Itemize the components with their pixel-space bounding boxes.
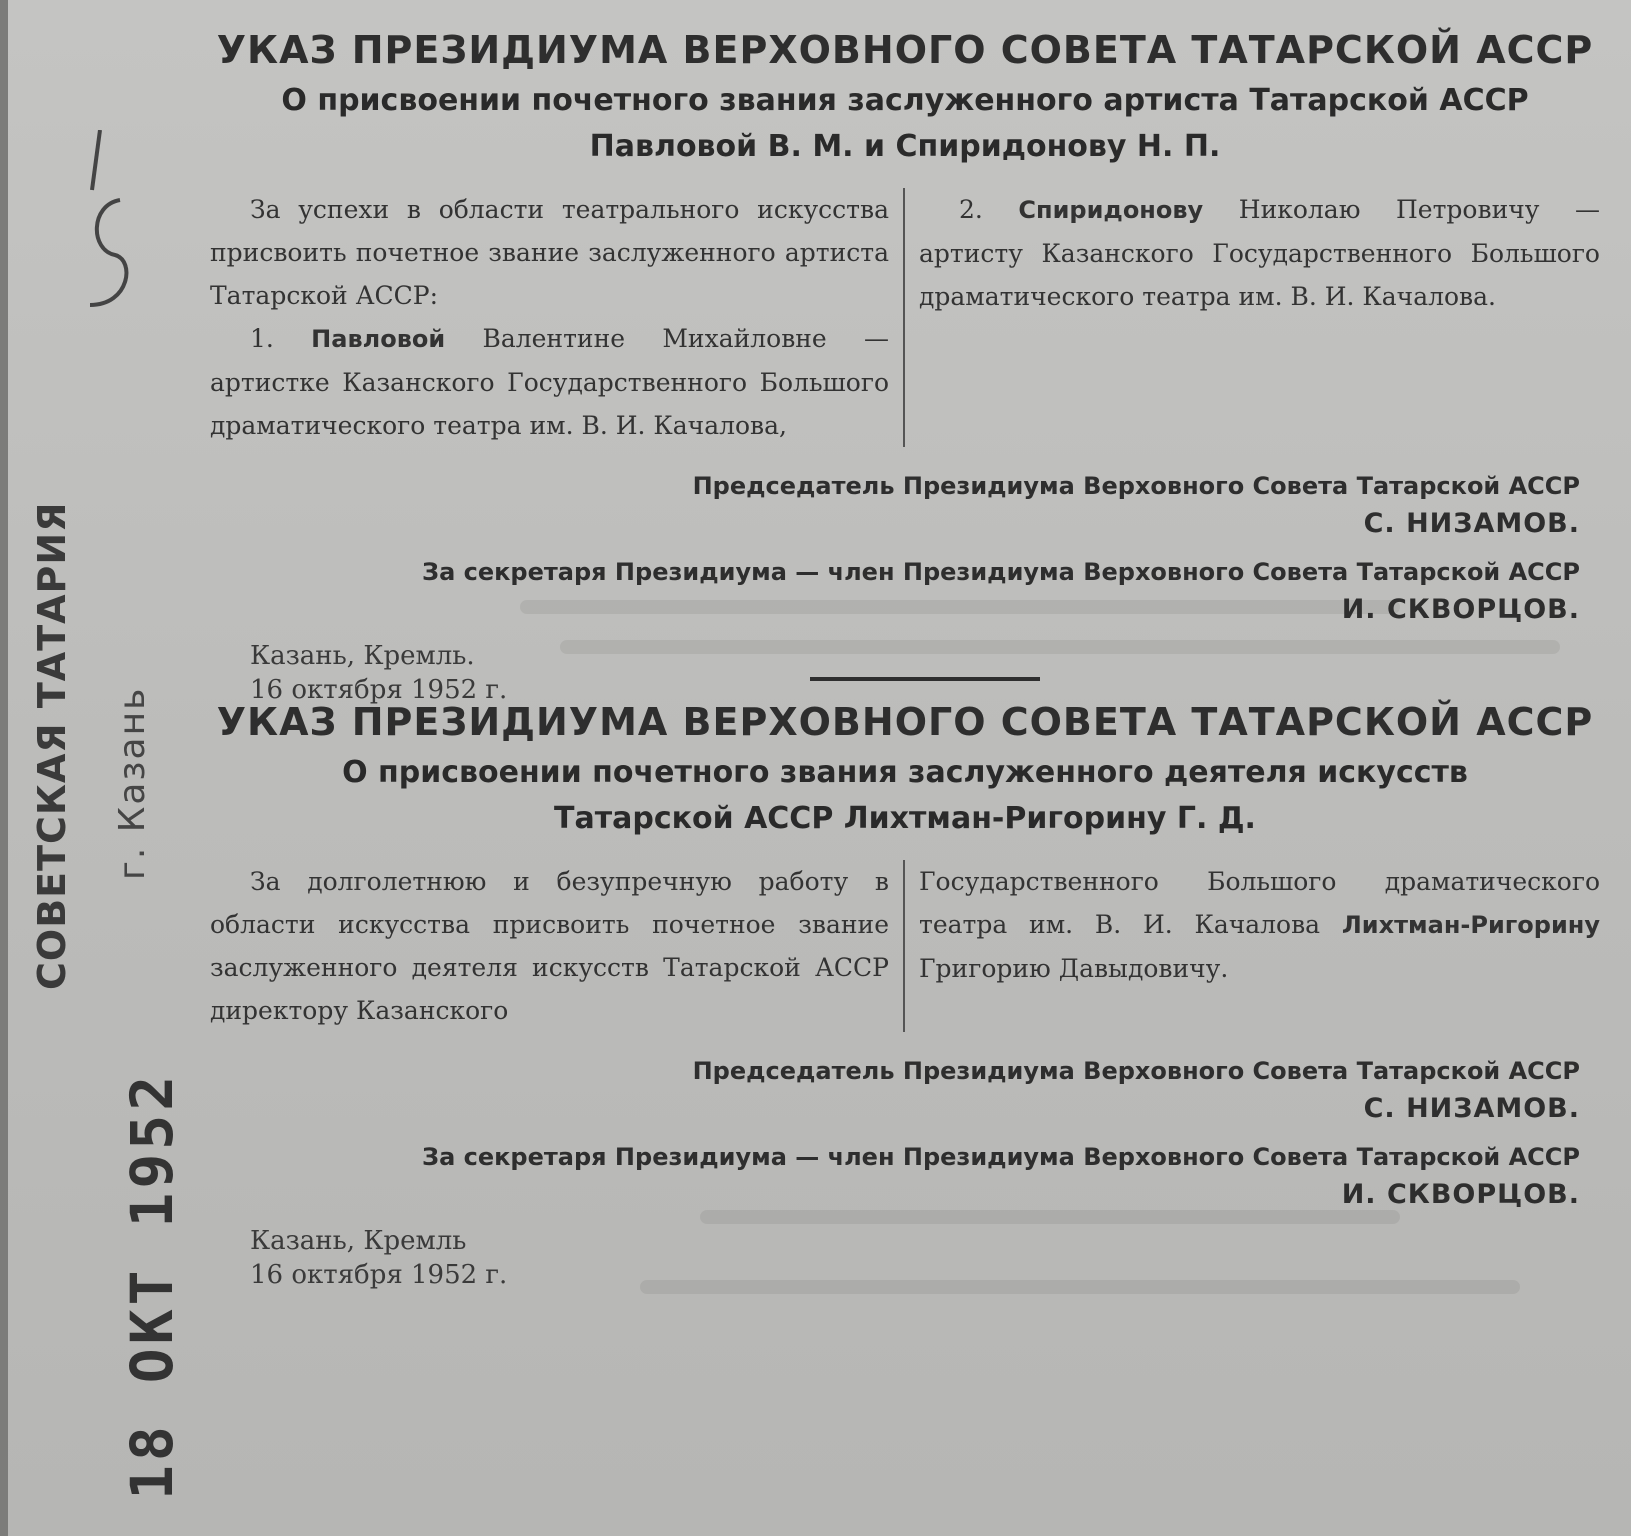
signature-chair [210, 467, 1600, 543]
secretary-name: И. СКВОРЦОВ. [1341, 1179, 1580, 1210]
decree-text-continued [919, 860, 1600, 990]
decree-title: УКАЗ ПРЕЗИДИУМА ВЕРХОВНОГО СОВЕТА ТАТАРСКОЙ АССР [216, 700, 1594, 744]
recipient-details: Николаю Петровичу — артисту Казанского Государственного Большого драматического театра им. В. И. Качалова. [919, 195, 1601, 311]
recipient-details: Валентине Михайловне — артистке Казанского Государственного Большого драматического театра им. В. И. Качалова, [210, 324, 890, 440]
date: 16 октября 1952 г. [250, 1260, 508, 1290]
decree-2 [210, 700, 1600, 1292]
decree-text: За долголетнюю и безупречную работу в области искусства присвоить почетное звание заслуженного деятеля искусств Татарской АССР директору Казанского [210, 867, 889, 1025]
subtitle-line: О присвоении почетного звания заслуженного артиста Татарской АССР [281, 83, 1529, 118]
signature-secretary [210, 1138, 1600, 1214]
subtitle-line: О присвоении почетного звания заслуженного деятеля искусств [342, 755, 1468, 790]
body-column-right [905, 860, 1600, 1032]
decree-body [210, 860, 1600, 1032]
newspaper-name: СОВЕТСКАЯ ТАТАРИЯ [30, 501, 74, 990]
section-divider [810, 677, 1040, 681]
secretary-title: За секретаря Президиума — член Президиума Верховного Совета Татарской АССР [422, 558, 1580, 586]
place: Казань, Кремль [250, 1226, 467, 1256]
decree-subtitle [210, 750, 1600, 842]
subtitle-line: Павловой В. М. и Спиридонову Н. П. [589, 129, 1221, 164]
place-date [210, 1224, 1600, 1292]
award-item-1 [210, 317, 889, 447]
body-column-left [210, 860, 905, 1032]
item-number: 1. [250, 324, 274, 353]
chair-title: Председатель Президиума Верховного Совета Татарской АССР [692, 1057, 1580, 1085]
chair-title: Председатель Президиума Верховного Совета Татарской АССР [692, 472, 1580, 500]
place: Казань, Кремль. [250, 641, 475, 671]
clipping-edge [0, 0, 8, 1536]
pencil-mark [70, 130, 140, 310]
recipient-details: Государственного Большого драматического театра им. В. И. Качалова [919, 867, 1600, 939]
secretary-title: За секретаря Президиума — член Президиума Верховного Совета Татарской АССР [422, 1143, 1580, 1171]
body-column-left [210, 188, 905, 447]
decree-intro: За успехи в области театрального искусства присвоить почетное звание заслуженного артиста Татарской АССР: [210, 195, 889, 310]
chair-name: С. НИЗАМОВ. [1363, 508, 1580, 539]
date: 16 октября 1952 г. [250, 675, 508, 705]
signature-chair [210, 1052, 1600, 1128]
secretary-name: И. СКВОРЦОВ. [1341, 594, 1580, 625]
decree-title: УКАЗ ПРЕЗИДИУМА ВЕРХОВНОГО СОВЕТА ТАТАРСКОЙ АССР [216, 28, 1594, 72]
recipient-surname: Павловой [311, 325, 446, 353]
city-stamp: г. Казань [112, 686, 153, 880]
place-date [210, 639, 1600, 707]
subtitle-line: Татарской АССР Лихтман-Ригорину Г. Д. [554, 801, 1256, 836]
decree-subtitle [210, 78, 1600, 170]
award-item-2 [919, 188, 1600, 318]
decree-body [210, 188, 1600, 447]
newspaper-stamp [30, 501, 90, 990]
recipient-surname: Лихтман-Ригорину [1341, 911, 1601, 939]
body-column-right [905, 188, 1600, 447]
recipient-surname: Спиридонову [1018, 196, 1204, 224]
signature-secretary [210, 553, 1600, 629]
date-stamp: 18 ОКТ 1952 [118, 1071, 186, 1500]
decree-1 [210, 28, 1600, 707]
recipient-name: Григорию Давыдовичу. [919, 954, 1229, 983]
item-number: 2. [959, 195, 983, 224]
chair-name: С. НИЗАМОВ. [1363, 1093, 1580, 1124]
